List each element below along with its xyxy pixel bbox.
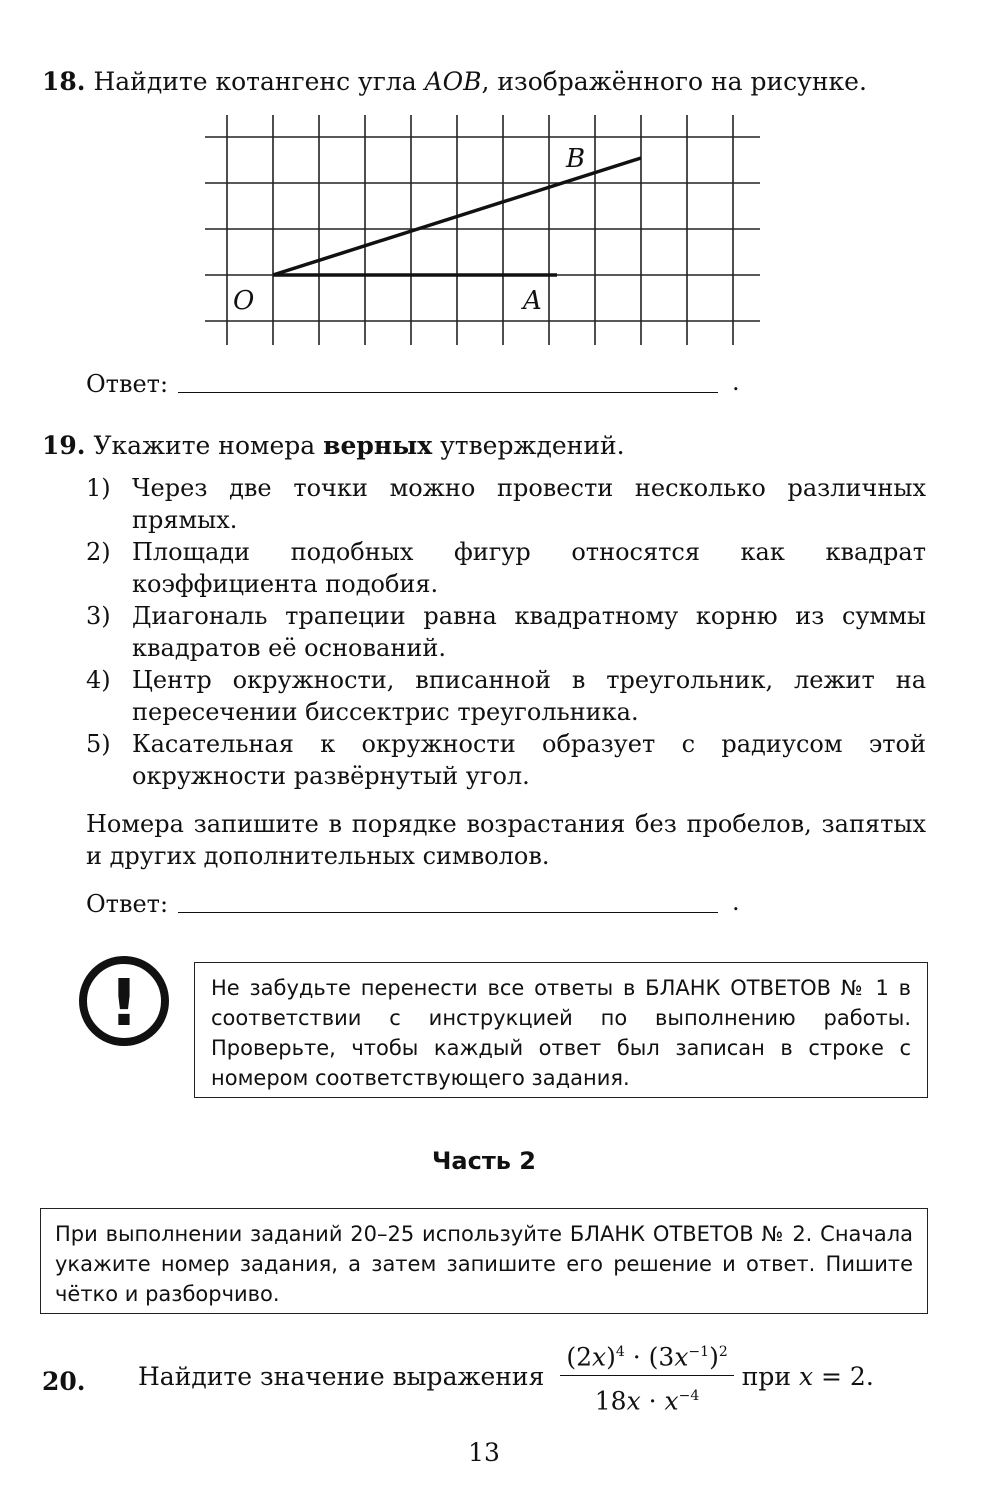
num-b-open: (3 [648, 1342, 675, 1372]
tail-prefix: при [741, 1361, 799, 1391]
num-b-close: ) [709, 1342, 719, 1372]
task-18-answer-label: Ответ: [86, 370, 169, 398]
task-18-text-before: Найдите котангенс угла [93, 67, 425, 96]
list-item-number: 5) [86, 730, 111, 758]
list-item-number: 1) [86, 474, 111, 502]
task-19-instruction: Номера запишите в порядке возрастания без пробелов, запятых и других дополнительных символов. [86, 810, 926, 870]
task-19-number: 19. [42, 431, 86, 460]
num-a-close: ) [606, 1342, 616, 1372]
list-item-text: Диагональ трапеции равна квадратному корню из суммы квадратов её оснований. [132, 602, 926, 662]
exclamation-symbol: ! [109, 967, 139, 1041]
task-18-statement [42, 66, 867, 98]
page-number: 13 [468, 1438, 500, 1467]
part-2-instructions-box [40, 1208, 928, 1314]
expression-denominator [560, 1376, 733, 1417]
expression-numerator [560, 1336, 733, 1376]
task-20-number-text: 20. [42, 1367, 86, 1396]
task-18-number: 18. [42, 67, 86, 96]
reminder-text: Не забудьте перенести все ответы в БЛАНК ОТВЕТОВ № 1 в соответствии с инструкцией по выполнению работы. Проверьте, чтобы каждый ответ был записан в строке с номером соответствующего задания. [211, 976, 911, 1090]
list-item-number: 3) [86, 602, 111, 630]
tail-var: x [798, 1361, 814, 1391]
task-20-text: Найдите значение выражения [138, 1361, 545, 1391]
list-item [86, 728, 926, 792]
list-item [86, 472, 926, 536]
den-dot: · [640, 1386, 665, 1416]
list-item-number: 2) [86, 538, 111, 566]
list-item-text: Касательная к окружности образует с радиусом этой окружности развёрнутый угол. [132, 730, 926, 790]
list-item-text: Через две точки можно провести несколько различных прямых. [132, 474, 926, 534]
reminder-box [194, 962, 928, 1098]
task-18-answer-field[interactable] [178, 392, 718, 393]
list-item-number: 4) [86, 666, 111, 694]
task-19-statements-list [86, 472, 926, 792]
task-18-answer-end: . [732, 368, 740, 396]
grid-lines [205, 115, 760, 345]
tail-value: = 2. [813, 1361, 874, 1391]
exclamation-icon [78, 955, 170, 1047]
task-20-tail [742, 1362, 874, 1391]
num-a-var: x [592, 1342, 607, 1372]
num-b-var: x [674, 1342, 689, 1372]
num-a-open: (2 [566, 1342, 592, 1372]
num-b-exp-inner: −1 [688, 1344, 710, 1360]
task-18-text-after: , изображённого на рисунке. [481, 67, 867, 96]
den-exp: −4 [678, 1388, 700, 1405]
label-O: O [233, 286, 255, 316]
task-19-text-after: утверждений. [432, 431, 625, 460]
part-2-heading: Часть 2 [432, 1147, 536, 1175]
num-b-exp: 2 [718, 1344, 728, 1360]
list-item-text: Центр окружности, вписанной в треугольник, лежит на пересечении биссектрис треугольника. [132, 666, 926, 726]
task-19-answer-label: Ответ: [86, 890, 169, 918]
list-item-text: Площади подобных фигур относятся как квадрат коэффициента подобия. [132, 538, 926, 598]
list-item [86, 536, 926, 600]
label-B: B [566, 144, 586, 174]
den-var-2: x [664, 1386, 679, 1416]
den-coef: 18 [594, 1386, 627, 1416]
part-2-instructions-text: При выполнении заданий 20–25 используйте БЛАНК ОТВЕТОВ № 2. Сначала укажите номер задания, а затем запишите его решение и ответ. Пишите чётко и разборчиво. [55, 1222, 913, 1306]
task-19-text-before: Укажите номера [93, 431, 324, 460]
task-18-angle: AOB [424, 67, 482, 96]
task-19-answer-field[interactable] [178, 912, 718, 913]
label-A: A [523, 286, 542, 316]
task-19-answer-end: . [732, 888, 740, 916]
list-item [86, 664, 926, 728]
num-a-exp: 4 [615, 1344, 625, 1360]
list-item [86, 600, 926, 664]
num-dot: · [624, 1342, 649, 1372]
task-19-bold-word: верных [323, 431, 433, 460]
task-20-number [42, 1366, 86, 1398]
den-var-1: x [626, 1386, 641, 1416]
task-20-statement [138, 1336, 874, 1418]
task-18-grid-figure [200, 115, 765, 350]
task-19-statement [42, 430, 625, 462]
task-20-expression [560, 1336, 733, 1418]
